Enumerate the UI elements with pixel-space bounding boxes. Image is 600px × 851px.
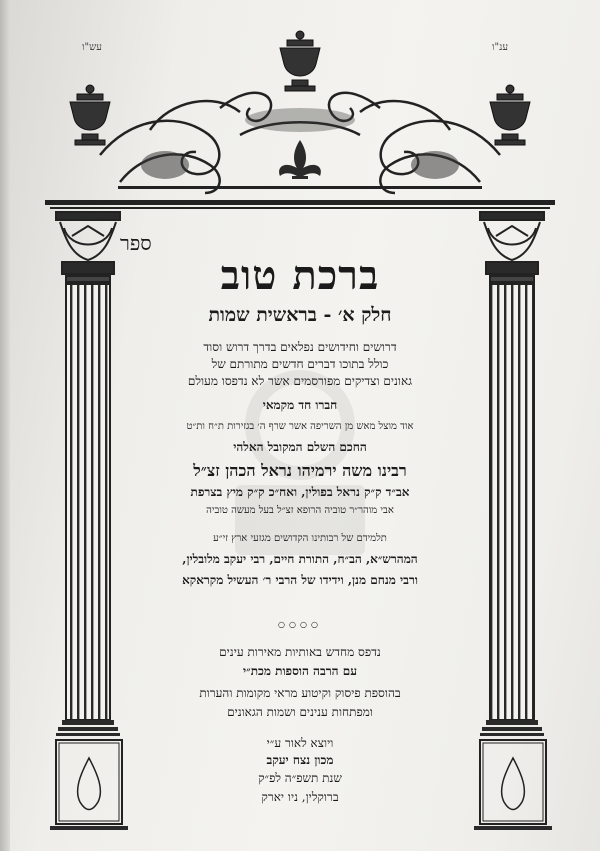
urn-icon-left [70,85,110,145]
students-line-2: המהרש״א, הב״ח, התורת חיים, רבי יעקב מלובלין, [182,552,418,566]
book-title: ברכת טוב [220,252,380,299]
column-capital-right [480,212,544,282]
description-line-3: גאונים וצדיקים מפורסמים אשר לא נדפסו מעולם [187,374,413,388]
urn-icon-center [280,31,320,91]
column-shaft-left [66,284,110,720]
lintel [45,186,555,209]
column-shaft-right [490,284,534,720]
ornament-dots: ○○○○ [278,620,322,629]
publisher-intro: ויוצא לאור ע״י [266,736,334,750]
publisher-name: מכון נצח יעקב [266,753,334,767]
page-number-left: עש"ו [82,42,102,53]
author-intro: חברו חד מקמאי [262,398,338,412]
column-base-left [50,720,128,830]
students-line-3: ורבי מנחם מנן, וידידו של הרבי ר׳ העשיל מקראקא [182,573,418,587]
author-line: אוד מוצל מאש מן השריפה אשר שרף ה׳ בגזירות ת״ח ות״ט [186,421,414,432]
page-number-right: ענ"ו [492,42,509,53]
author-name: רבינו משה ירמיהו נראל הכהן זצ״ל [193,461,407,480]
fleur-de-lis-icon [279,140,321,179]
volume-part: חלק א׳ - בראשית שמות [208,304,392,326]
publication-city: ברוקלין, ניו יארק [261,790,339,804]
publication-line-3: בהוספת פיסוק וקיטוע מראי מקומות והערות [199,686,401,700]
publication-year: שנת תשפ״ה לפ״ק [258,771,342,785]
description-line-1: דרושים וחידושים נפלאים בדרך דרוש וסוד [203,340,397,354]
publication-line-1: נדפס מחדש באותיות מאירות עינים [219,645,381,659]
author-father: אבי מוהר״ר טוביה הרופא זצ״ל בעל מעשה טוביה [206,505,394,516]
author-titles: אב״ד ק״ק נראל בפולין, ואח״כ ק״ק מיץ בצרפת [190,485,410,499]
sefer-label: ספר [120,231,152,255]
students-line-1: תלמידם של רבותינו הקדושים מגזעי ארץ זי״ע [213,533,387,544]
column-base-right [474,720,552,830]
author-epithet: החכם השלם המקובל האלהי [233,440,367,454]
publication-line-2: עם הרבה הוספות מכת״י [242,664,357,678]
column-capital-left [56,212,120,282]
description-line-2: כולל בתוכו דברים חדשים מתורתם של [211,357,389,371]
urn-icon-right [490,85,530,145]
publication-line-4: ומפתחות ענינים ושמות הגאונים [227,705,373,719]
